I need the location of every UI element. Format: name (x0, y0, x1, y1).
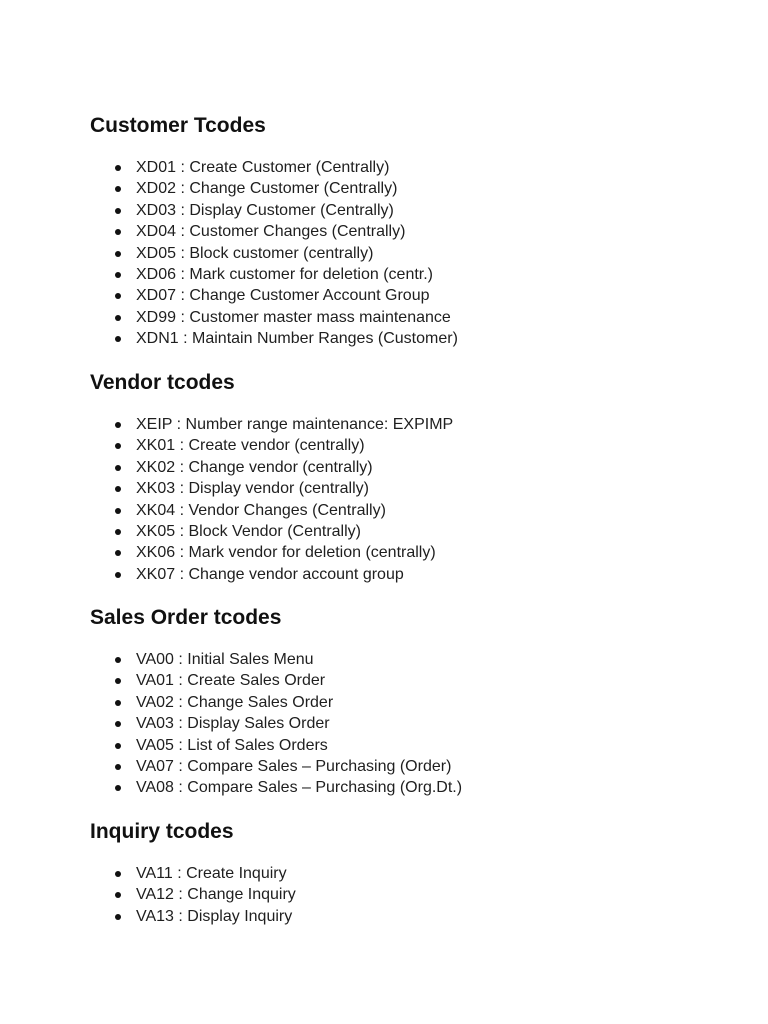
list-item-text: VA13 : Display Inquiry (136, 907, 293, 925)
list-item-text: VA02 : Change Sales Order (136, 693, 334, 711)
list-item (90, 735, 730, 756)
list-item (90, 542, 730, 563)
list-item (90, 884, 730, 905)
bullet-icon (115, 336, 121, 342)
list-item (90, 564, 730, 585)
list-item-text: XD05 : Block customer (centrally) (136, 244, 374, 262)
bullet-icon (115, 229, 121, 235)
list-item-text: VA00 : Initial Sales Menu (136, 651, 314, 668)
bullet-icon (115, 892, 121, 898)
bullet-icon (115, 508, 121, 514)
list-item-text: XEIP : Number range maintenance: EXPIMP (136, 416, 454, 433)
bullet-icon (115, 700, 121, 706)
bullet-icon (115, 721, 121, 727)
section-heading: Inquiry tcodes (90, 820, 234, 843)
list-item (90, 521, 730, 542)
list-item-text: VA12 : Change Inquiry (136, 886, 296, 904)
list-item-text: XK03 : Display vendor (centrally) (136, 480, 369, 498)
list-item-text: XK04 : Vendor Changes (Centrally) (136, 501, 386, 519)
list-item (90, 863, 730, 884)
bullet-icon (115, 165, 121, 171)
list-item (90, 500, 730, 521)
tcode-list (90, 414, 730, 585)
list-item (90, 221, 730, 242)
list-item-text: XD03 : Display Customer (Centrally) (136, 201, 394, 219)
list-item (90, 435, 730, 456)
list-item-text: XD06 : Mark customer for deletion (centr.) (136, 265, 433, 283)
bullet-icon (115, 764, 121, 770)
customer-tcodes-section (90, 113, 730, 350)
tcode-list (90, 157, 730, 350)
list-item (90, 243, 730, 264)
tcode-list (90, 649, 730, 799)
list-item-text: XD01 : Create Customer (Centrally) (136, 159, 390, 176)
list-item (90, 906, 730, 927)
list-item (90, 670, 730, 691)
bullet-icon (115, 465, 121, 471)
vendor-tcodes-section (90, 370, 730, 585)
list-item-text: XK07 : Change vendor account group (136, 565, 404, 583)
bullet-icon (115, 315, 121, 321)
list-item-text: XDN1 : Maintain Number Ranges (Customer) (136, 330, 458, 348)
bullet-icon (115, 272, 121, 278)
list-item-text: VA08 : Compare Sales – Purchasing (Org.Dt.) (136, 779, 463, 797)
list-item (90, 649, 730, 670)
list-item (90, 157, 730, 178)
list-item (90, 328, 730, 349)
list-item (90, 692, 730, 713)
bullet-icon (115, 251, 121, 257)
list-item-text: VA01 : Create Sales Order (136, 672, 326, 690)
list-item-text: XD07 : Change Customer Account Group (136, 287, 430, 305)
list-item-text: XD99 : Customer master mass maintenance (136, 308, 451, 326)
bullet-icon (115, 871, 121, 877)
inquiry-tcodes-section (90, 819, 730, 927)
list-item-text: XK02 : Change vendor (centrally) (136, 458, 373, 476)
list-item (90, 478, 730, 499)
section-heading: Customer Tcodes (90, 114, 266, 137)
list-item-text: XD02 : Change Customer (Centrally) (136, 180, 398, 198)
section-heading: Vendor tcodes (90, 371, 235, 394)
list-item-text: VA07 : Compare Sales – Purchasing (Order) (136, 757, 452, 775)
list-item-text: VA03 : Display Sales Order (136, 715, 330, 733)
list-item (90, 756, 730, 777)
list-item (90, 777, 730, 798)
bullet-icon (115, 785, 121, 791)
bullet-icon (115, 529, 121, 535)
list-item (90, 264, 730, 285)
list-item-text: XD04 : Customer Changes (Centrally) (136, 223, 406, 241)
tcode-list (90, 863, 730, 927)
section-heading: Sales Order tcodes (90, 606, 282, 629)
sales-order-tcodes-section (90, 605, 730, 799)
bullet-icon (115, 572, 121, 578)
list-item (90, 307, 730, 328)
bullet-icon (115, 486, 121, 492)
bullet-icon (115, 550, 121, 556)
list-item-text: VA11 : Create Inquiry (136, 865, 287, 882)
bullet-icon (115, 186, 121, 192)
bullet-icon (115, 293, 121, 299)
list-item-text: XK01 : Create vendor (centrally) (136, 437, 365, 455)
list-item (90, 200, 730, 221)
list-item (90, 457, 730, 478)
list-item-text: XK05 : Block Vendor (Centrally) (136, 522, 361, 540)
bullet-icon (115, 657, 121, 663)
bullet-icon (115, 678, 121, 684)
list-item-text: VA05 : List of Sales Orders (136, 736, 328, 754)
list-item (90, 713, 730, 734)
list-item-text: XK06 : Mark vendor for deletion (centrally) (136, 544, 436, 562)
list-item (90, 285, 730, 306)
bullet-icon (115, 914, 121, 920)
bullet-icon (115, 443, 121, 449)
bullet-icon (115, 743, 121, 749)
bullet-icon (115, 208, 121, 214)
list-item (90, 178, 730, 199)
bullet-icon (115, 422, 121, 428)
list-item (90, 414, 730, 435)
